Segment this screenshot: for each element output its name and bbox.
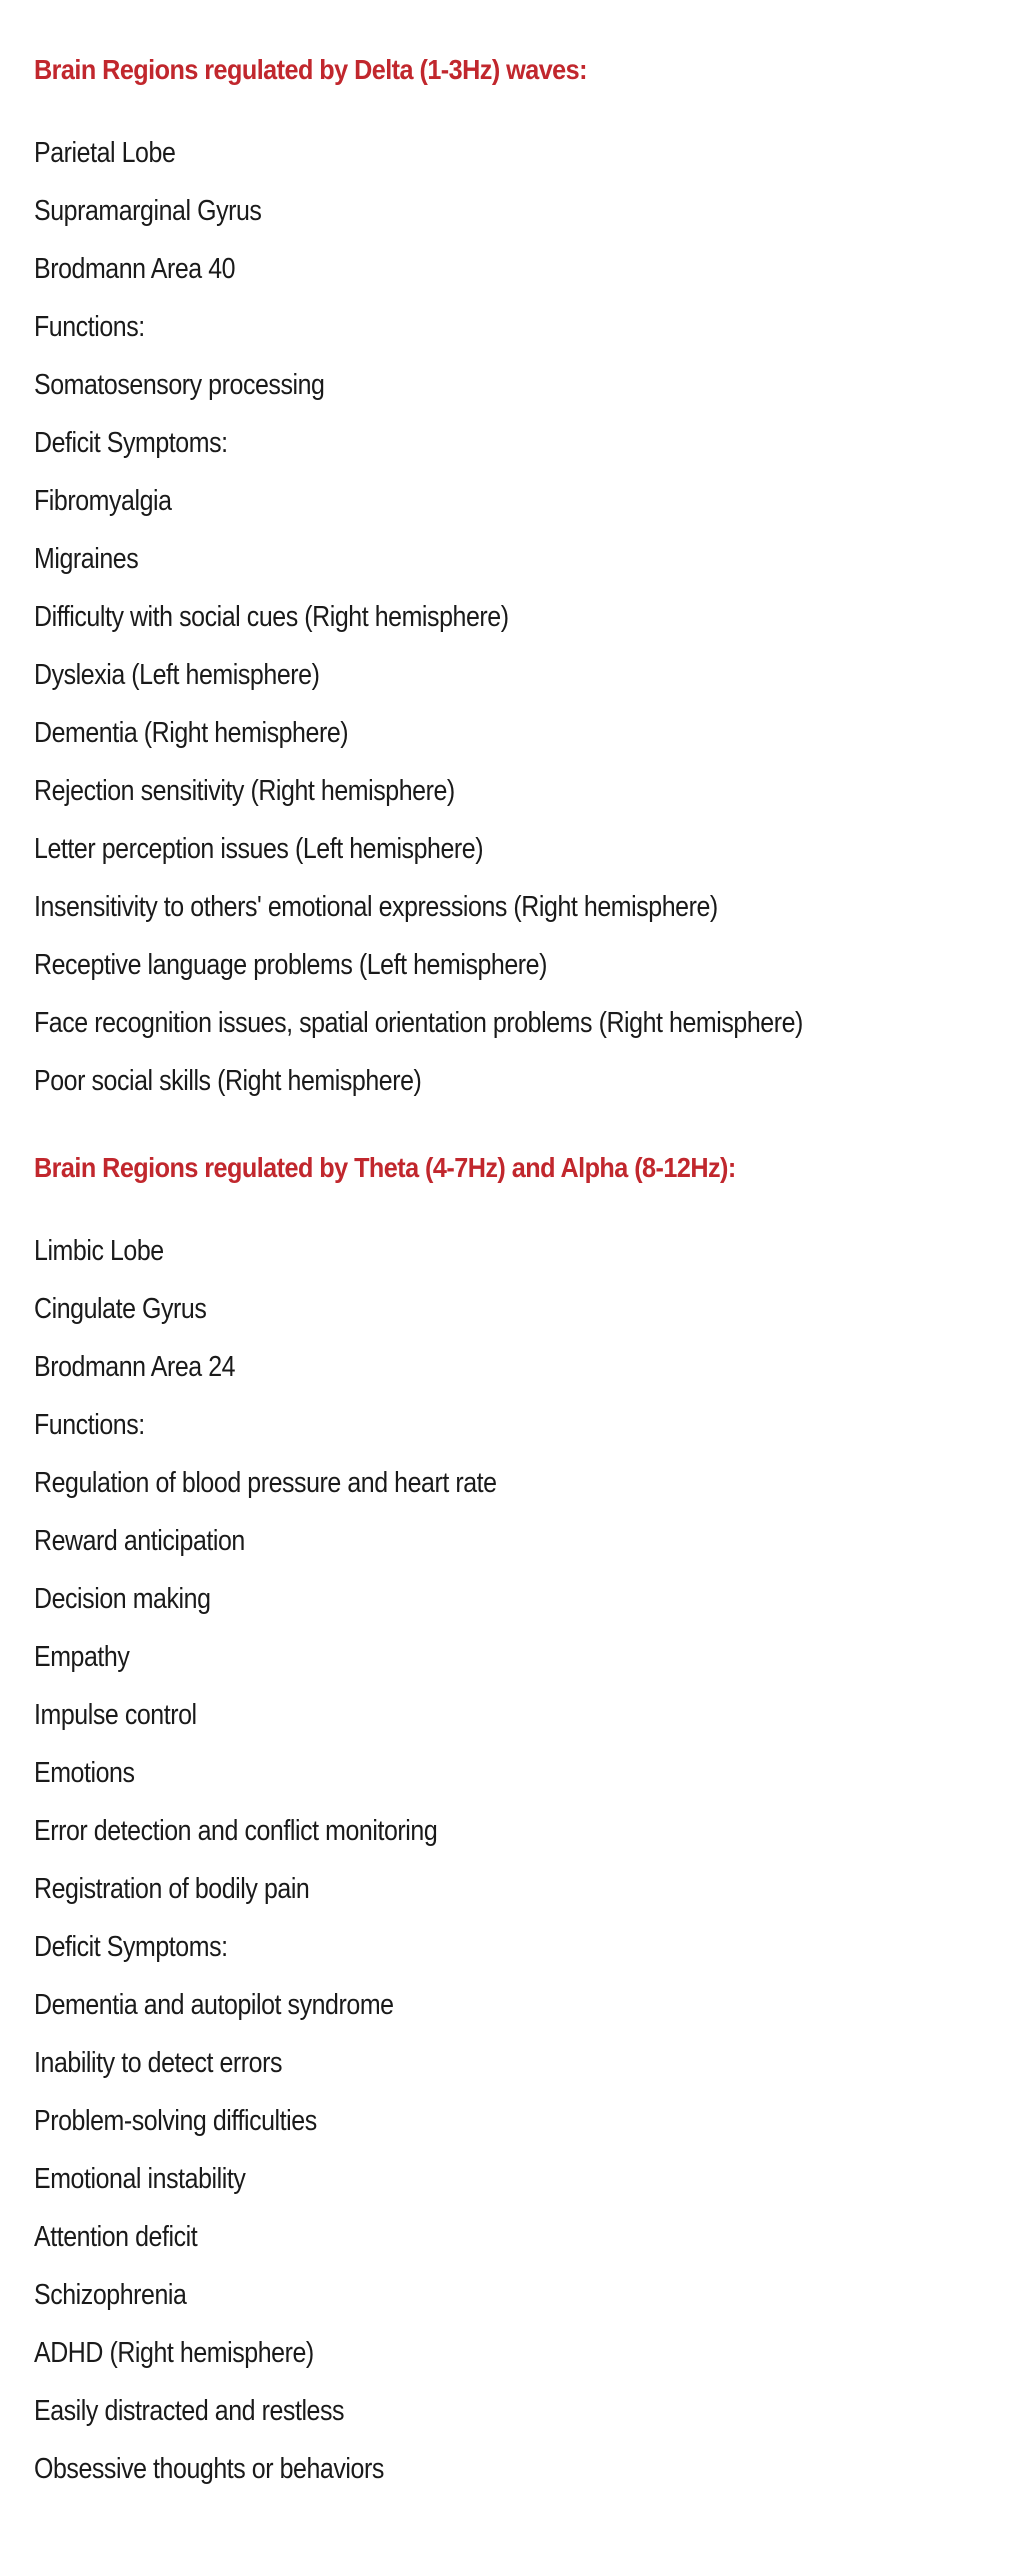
delta-section [34,52,1015,1110]
list-item: Functions: [34,311,145,343]
list-item: Regulation of blood pressure and heart rate [34,1467,497,1499]
list-item: Empathy [34,1641,130,1673]
list-item: Deficit Symptoms: [34,427,228,459]
list-item: Functions: [34,1409,145,1441]
list-item: Obsessive thoughts or behaviors [34,2453,384,2485]
list-item: Inability to detect errors [34,2047,283,2079]
list-item: Dementia (Right hemisphere) [34,717,349,749]
list-item: Deficit Symptoms: [34,1931,228,1963]
list-item: Emotional instability [34,2163,246,2195]
section-heading-delta: Brain Regions regulated by Delta (1-3Hz) waves: [34,54,587,85]
list-item: Supramarginal Gyrus [34,195,262,227]
list-item: Brodmann Area 24 [34,1351,236,1383]
list-item: Dyslexia (Left hemisphere) [34,659,320,691]
list-item: Cingulate Gyrus [34,1293,207,1325]
list-item: Impulse control [34,1699,197,1731]
list-item: Emotions [34,1757,135,1789]
list-item: Letter perception issues (Left hemisphere) [34,833,484,865]
list-item: Dementia and autopilot syndrome [34,1989,394,2021]
list-item: Difficulty with social cues (Right hemisphere) [34,601,509,633]
list-item: Problem-solving difficulties [34,2105,317,2137]
section-heading-theta-alpha: Brain Regions regulated by Theta (4-7Hz) and Alpha (8-12Hz): [34,1152,736,1183]
list-item: Brodmann Area 40 [34,253,236,285]
list-item: Receptive language problems (Left hemisphere) [34,949,548,981]
list-item: Rejection sensitivity (Right hemisphere) [34,775,455,807]
list-item: Parietal Lobe [34,137,176,169]
delta-region-list [34,124,1015,1110]
list-item: Easily distracted and restless [34,2395,345,2427]
list-item: Face recognition issues, spatial orientation problems (Right hemisphere) [34,1007,803,1039]
list-item: Registration of bodily pain [34,1873,310,1905]
list-item: Poor social skills (Right hemisphere) [34,1065,422,1097]
list-item: Migraines [34,543,139,575]
theta-alpha-section [34,1150,1015,2498]
list-item: Reward anticipation [34,1525,245,1557]
theta-alpha-region-list [34,1222,1015,2498]
list-item: Schizophrenia [34,2279,187,2311]
list-item: Error detection and conflict monitoring [34,1815,438,1847]
list-item: Limbic Lobe [34,1235,164,1267]
list-item: Decision making [34,1583,211,1615]
list-item: Fibromyalgia [34,485,172,517]
list-item: Somatosensory processing [34,369,325,401]
list-item: Attention deficit [34,2221,198,2253]
list-item: ADHD (Right hemisphere) [34,2337,314,2369]
list-item: Insensitivity to others' emotional expressions (Right hemisphere) [34,891,718,923]
